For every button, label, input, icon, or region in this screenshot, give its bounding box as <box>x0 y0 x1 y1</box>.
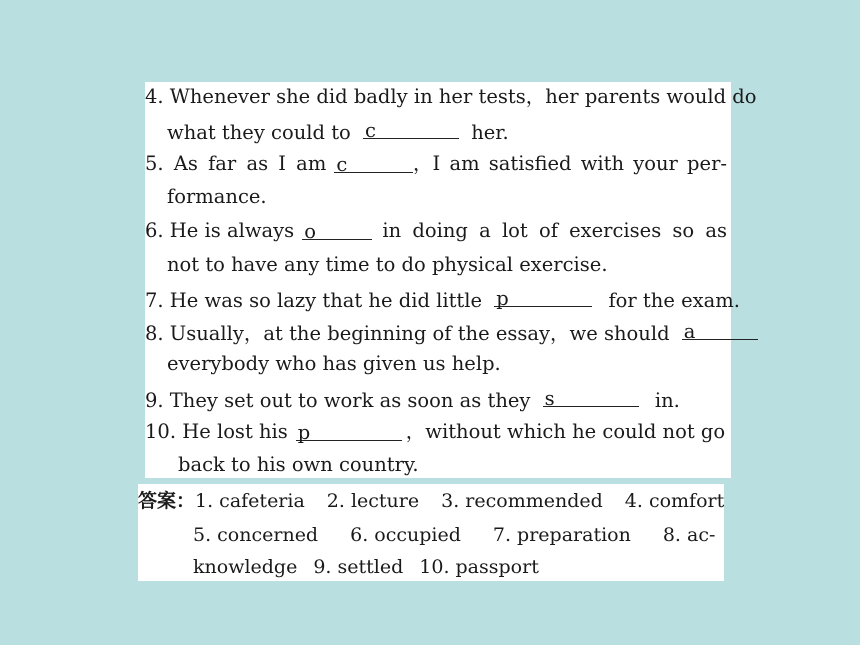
question-7-text: 7. He was so lazy that he did little <box>145 289 483 312</box>
question-8-text: 8. Usually，at the beginning of the essay，we should <box>145 322 670 345</box>
answer-item: 10. passport <box>419 556 539 578</box>
answer-row-1 <box>138 490 724 512</box>
answer-item: 4. comfort <box>624 490 725 512</box>
questions-panel <box>145 82 757 478</box>
question-8-line-1 <box>145 320 758 345</box>
question-4-text-2: what they could to <box>167 121 351 144</box>
blank-hint-letter: c <box>336 153 348 176</box>
question-7-line-1 <box>145 287 740 312</box>
blank-hint-letter: o <box>304 220 316 243</box>
question-9-blank[interactable] <box>543 387 639 410</box>
blank-hint-letter: c <box>364 119 376 142</box>
blank-hint-letter: p <box>297 421 311 444</box>
answer-item: 2. lecture <box>326 490 420 512</box>
question-4-line-1 <box>145 85 757 108</box>
blank-hint-letter: p <box>496 287 509 310</box>
question-4-blank[interactable] <box>363 119 459 142</box>
question-10-text: 10. He lost his <box>145 420 288 443</box>
answer-key-label: 答案： <box>138 490 196 512</box>
question-4-line-2 <box>167 119 509 144</box>
question-5-blank[interactable] <box>334 153 413 176</box>
question-10-line-1 <box>145 421 727 443</box>
blank-hint-letter: s <box>544 387 555 410</box>
question-5-line-2 <box>167 186 267 208</box>
question-10-text-2: ，without which he could not go <box>405 420 726 443</box>
question-7-blank[interactable] <box>494 287 592 310</box>
answer-item: knowledge <box>193 556 298 578</box>
question-5-text: 5. As far as I am <box>145 152 327 175</box>
question-6-line-1 <box>145 220 727 242</box>
question-8-text-2: everybody who has given us help. <box>167 352 501 375</box>
question-6-blank[interactable] <box>302 220 372 243</box>
question-9-text: 9. They set out to work as soon as they <box>145 389 531 412</box>
answer-row-3 <box>193 556 539 578</box>
answer-item: 3. recommended <box>441 490 603 512</box>
answer-item: 9. settled <box>313 556 404 578</box>
question-10-line-2 <box>178 454 419 476</box>
question-4-text-3: her. <box>471 121 509 144</box>
question-5-text-3: formance. <box>167 185 267 208</box>
question-6-text: 6. He is always <box>145 219 295 242</box>
answer-item: 6. occupied <box>350 524 461 546</box>
question-8-blank[interactable] <box>682 320 758 343</box>
question-10-text-3: back to his own country. <box>178 453 419 476</box>
answer-item: 7. preparation <box>492 524 631 546</box>
question-6-text-2: in doing a lot of exercises so as <box>382 219 727 242</box>
question-7-text-2: for the exam. <box>608 289 740 312</box>
answer-item: 8. ac- <box>662 524 716 546</box>
blank-hint-letter: a <box>683 320 696 343</box>
question-9-line-1 <box>145 387 680 412</box>
question-8-line-2 <box>167 353 501 375</box>
question-9-text-2: in. <box>654 389 680 412</box>
answer-row-2 <box>193 524 715 546</box>
answer-item: 5. concerned <box>193 524 319 546</box>
answer-item: 1. cafeteria <box>195 490 305 512</box>
question-5-text-2: ，I am satisfied with your per- <box>413 152 727 175</box>
question-10-blank[interactable] <box>296 421 402 444</box>
question-6-line-2 <box>167 254 608 276</box>
question-6-text-3: not to have any time to do physical exercise. <box>167 253 608 276</box>
question-4-text: 4. Whenever she did badly in her tests，her parents would do <box>145 85 757 108</box>
answer-key-panel <box>138 484 724 581</box>
question-5-line-1 <box>145 153 727 175</box>
